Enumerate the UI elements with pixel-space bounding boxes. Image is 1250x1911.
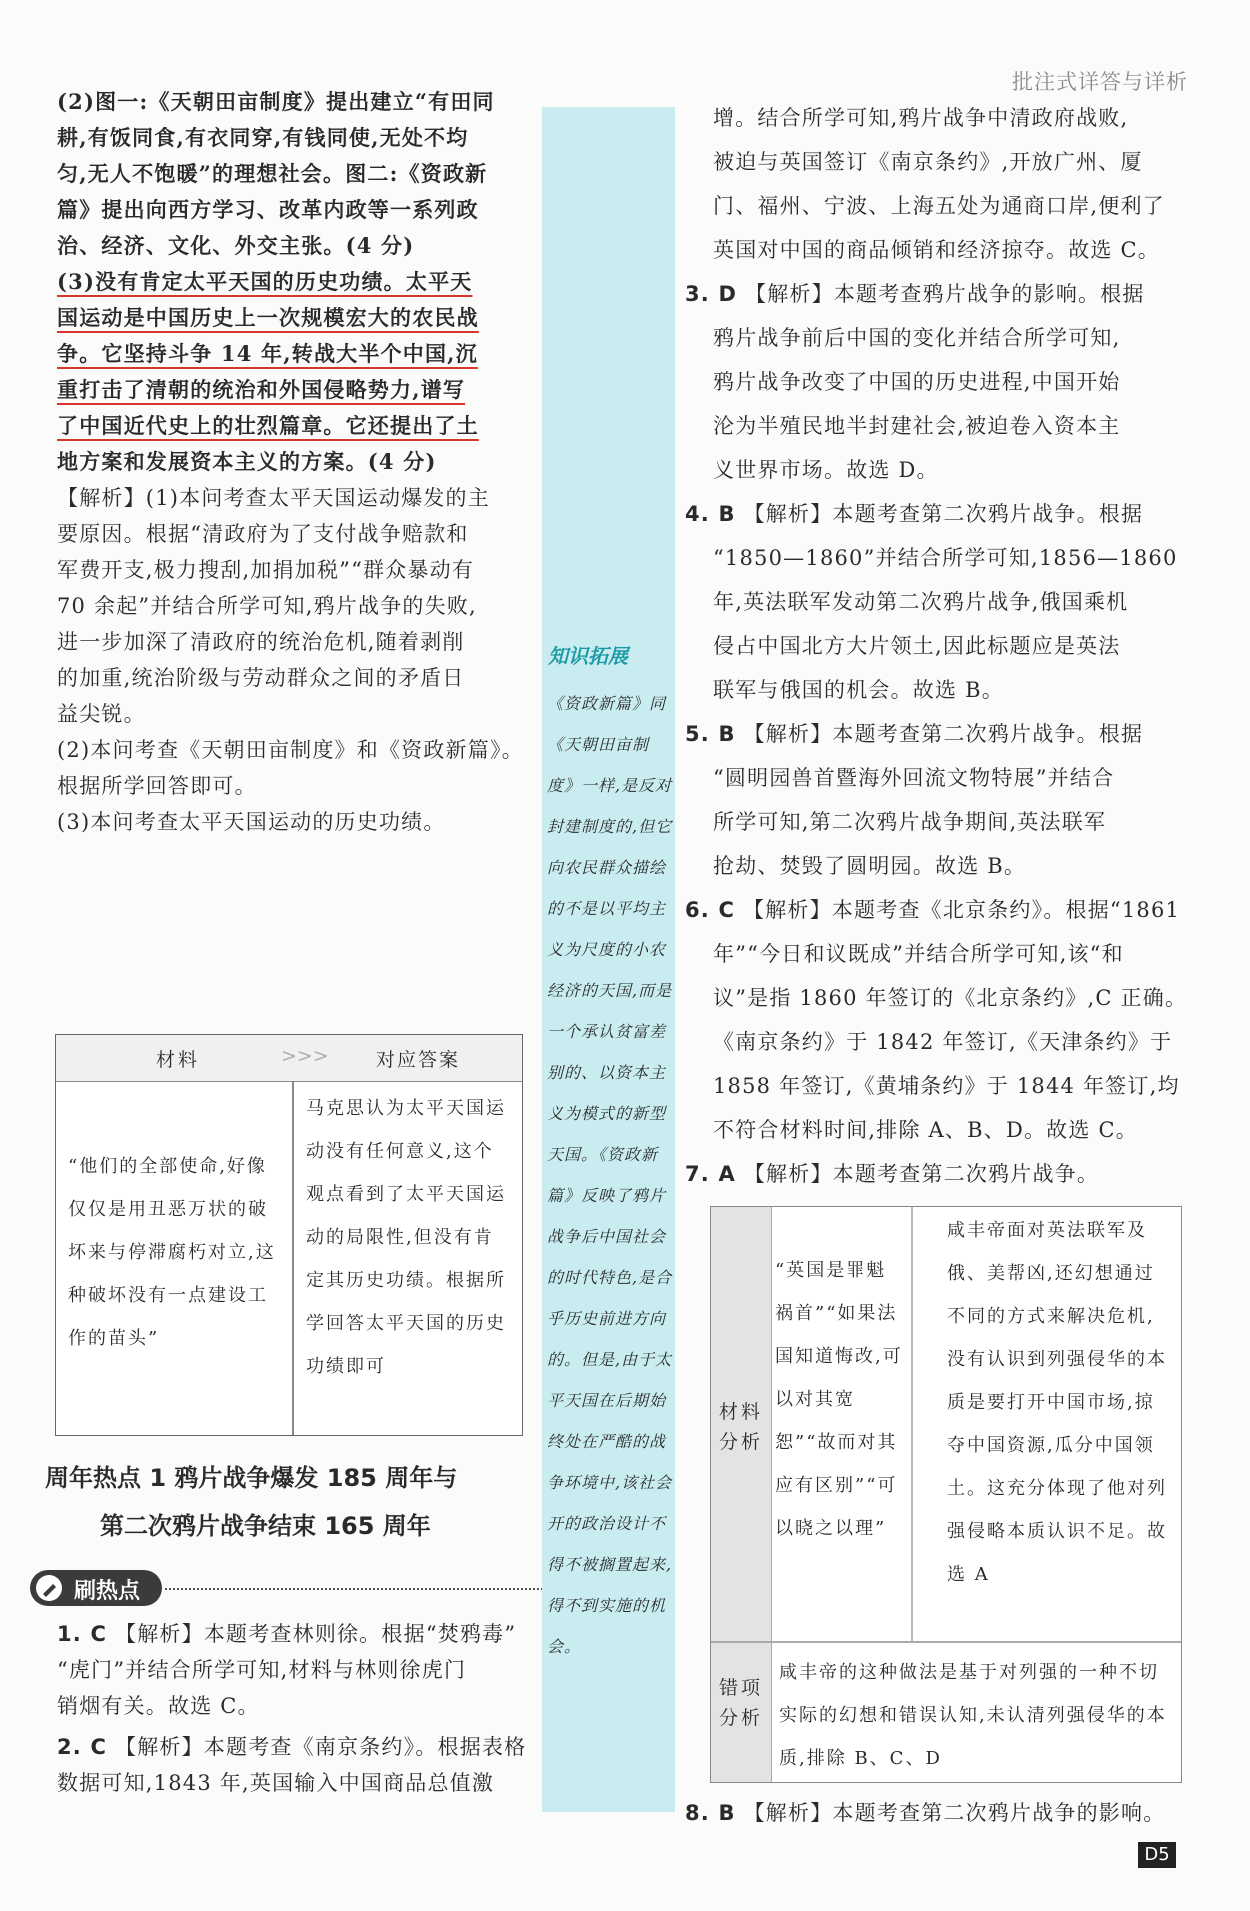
analysis-cell: 咸丰帝面对英法联军及俄、美帮凶,还幻想通过不同的方式来解决危机,没有认识到列强侵华的本质是要打开中国市场,掠夺中国资源,瓜分中国领土。这充分体现了他对列强侵略本质认识不足。故选 A <box>947 1220 1167 1585</box>
table-header <box>56 1035 522 1082</box>
answer-item <box>685 492 1165 536</box>
page-number: D5 <box>1138 1842 1176 1868</box>
answer-text: “虎门”并结合所学可知,材料与林则徐虎门 <box>57 1658 467 1682</box>
answer-text: 年”“今日和议既成”并结合所学可知,该“和 <box>713 942 1124 966</box>
question-number: 5. B <box>685 722 736 746</box>
answer-text: (2)图一:《天朝田亩制度》提出建立“有田同 <box>57 89 495 114</box>
answer-text: 重打击了清朝的统治和外国侵略势力,谱写 <box>57 377 466 402</box>
dotted-rule <box>165 1588 555 1590</box>
analysis-text: 益尖锐。 <box>57 702 146 726</box>
answer-text: 被迫与英国签订《南京条约》,开放广州、厦 <box>713 150 1143 174</box>
analysis-text: 的加重,统治阶级与劳动群众之间的矛盾日 <box>57 666 465 690</box>
answer-text: “圆明园兽首暨海外回流文物特展”并结合 <box>713 766 1115 790</box>
row-label-material: 材料分析 <box>719 1401 764 1453</box>
answer-text: 所学可知,第二次鸦片战争期间,英法联军 <box>713 810 1107 834</box>
analysis-text: 【解析】(1)本问考查太平天国运动爆发的主 <box>57 486 490 510</box>
question-number: 1. C <box>57 1622 108 1646</box>
analysis-text: (2)本问考查《天朝田亩制度》和《资政新篇》。 <box>57 738 524 762</box>
analysis-text: 根据所学回答即可。 <box>57 774 257 798</box>
answer-text: 侵占中国北方大片领土,因此标题应是英法 <box>713 634 1121 658</box>
answer-text: 增。结合所学可知,鸦片战争中清政府战败, <box>713 106 1129 130</box>
answer-text: 销烟有关。故选 C。 <box>57 1694 260 1718</box>
section-heading: 第二次鸦片战争结束 165 周年 <box>100 1512 431 1540</box>
answer-text: 数据可知,1843 年,英国输入中国商品总值激 <box>57 1771 495 1795</box>
answer-text: 英国对中国的商品倾销和经济掠夺。故选 C。 <box>713 238 1160 262</box>
answer-item <box>685 888 1181 932</box>
answer-text: 不符合材料时间,排除 A、B、D。故选 C。 <box>713 1118 1138 1142</box>
answer-text: 鸦片战争前后中国的变化并结合所学可知, <box>713 326 1121 350</box>
answer-text: 【解析】本题考查林则徐。根据“焚鸦毒” <box>115 1622 517 1646</box>
answer-text: 议”是指 1860 年签订的《北京条约》,C 正确。 <box>713 986 1188 1010</box>
answer-text: 国运动是中国历史上一次规模宏大的农民战 <box>57 305 479 330</box>
answer-text: 《南京条约》于 1842 年签订,《天津条约》于 <box>713 1030 1173 1054</box>
question-number: 2. C <box>57 1735 108 1759</box>
answer-text: 【解析】本题考查第二次鸦片战争。根据 <box>743 502 1144 526</box>
quote-cell: “英国是罪魁祸首”“如果法国知道悔改,可以对其宽恕”“故而对其应有区别”“可以晓之以理” <box>775 1260 903 1539</box>
answer-text: 门、福州、宁波、上海五处为通商口岸,便利了 <box>713 194 1165 218</box>
answer-text: “1850—1860”并结合所学可知,1856—1860 <box>713 546 1178 570</box>
table-header-material: 材料 <box>156 1049 201 1071</box>
analysis-text: 进一步加深了清政府的统治危机,随着剥削 <box>57 630 465 654</box>
answer-text: 1858 年签订,《黄埔条约》于 1844 年签订,均 <box>713 1074 1180 1098</box>
material-cell: “他们的全部使命,好像仅仅是用丑恶万状的破坏来与停滞腐朽对立,这种破坏没有一点建设工作的苗头” <box>68 1156 276 1349</box>
answer-text: 抢劫、焚毁了圆明园。故选 B。 <box>713 854 1027 878</box>
row-divider <box>711 1641 1181 1643</box>
arrow-icon: >>> <box>281 1045 329 1067</box>
pencil-icon <box>36 1575 62 1601</box>
answer-text: 沦为半殖民地半封建社会,被迫卷入资本主 <box>713 414 1121 438</box>
answer-text: 联军与俄国的机会。故选 B。 <box>713 678 1004 702</box>
answer-cell: 马克思认为太平天国运动没有任何意义,这个观点看到了太平天国运动的局限性,但没有肯定其历史功绩。根据所学回答太平天国的历史功绩即可 <box>306 1098 506 1377</box>
analysis-table <box>710 1206 1182 1783</box>
question-number: 8. B <box>685 1801 736 1825</box>
answer-text: 【解析】本题考查第二次鸦片战争。 <box>743 1162 1100 1186</box>
answer-text: 鸦片战争改变了中国的历史进程,中国开始 <box>713 370 1121 394</box>
analysis-text: 军费开支,极力搜刮,加捐加税”“群众暴动有 <box>57 558 475 582</box>
analysis-text: 70 余起”并结合所学可知,鸦片战争的失败, <box>57 594 477 618</box>
answer-text: 争。它坚持斗争 14 年,转战大半个中国,沉 <box>57 341 478 366</box>
column-divider <box>911 1207 913 1641</box>
analysis-text: (3)本问考查太平天国运动的历史功绩。 <box>57 810 446 834</box>
question-number: 3. D <box>685 282 738 306</box>
table-divider <box>292 1081 294 1435</box>
page-header: 批注式详答与详析 <box>1012 70 1188 94</box>
answer-text: 年,英法联军发动第二次鸦片战争,俄国乘机 <box>713 590 1129 614</box>
answer-item <box>685 1152 1165 1196</box>
answer-text: 【解析】本题考查鸦片战争的影响。根据 <box>745 282 1145 306</box>
answer-item <box>685 272 1165 316</box>
section-heading: 周年热点 1 鸦片战争爆发 185 周年与 <box>45 1464 458 1492</box>
question-number: 4. B <box>685 502 736 526</box>
answer-text: 【解析】本题考查第二次鸦片战争的影响。 <box>743 1801 1166 1825</box>
hot-topic-badge <box>30 1570 162 1606</box>
sidebar-title: 知识拓展 <box>548 644 628 668</box>
answer-text: 地方案和发展资本主义的方案。(4 分) <box>57 449 437 474</box>
material-answer-table <box>55 1034 523 1436</box>
badge-label: 刷热点 <box>74 1579 141 1604</box>
answer-item <box>685 712 1165 756</box>
answer-text: 匀,无人不饱暖”的理想社会。图二:《资政新 <box>57 161 488 186</box>
answer-text: 治、经济、文化、外交主张。(4 分) <box>57 233 415 258</box>
wrong-analysis-cell: 咸丰帝的这种做法是基于对列强的一种不切实际的幻想和错误认知,未认清列强侵华的本质,排除 B、C、D <box>779 1662 1167 1769</box>
analysis-text: 要原因。根据“清政府为了支付战争赔款和 <box>57 522 469 546</box>
question-number: 6. C <box>685 898 736 922</box>
question-number: 7. A <box>685 1162 736 1186</box>
answer-text: 【解析】本题考查《南京条约》。根据表格 <box>115 1735 527 1759</box>
table-header-answer: 对应答案 <box>376 1049 461 1071</box>
sidebar-text: 《资政新篇》同《天朝田亩制度》一样,是反对封建制度的,但它向农民群众描绘的不是以平均主义为尺度的小农经济的天国,而是一个承认贫富差别的、以资本主义为模式的新型天国。《资政新篇》反映了鸦片战争后中国社会的时代特色,是合乎历史前进方向的。但是,由于太平天国在后期始终处在严酷的战争环境中,该社会开的政治设计不得不被搁置起来,得不到实施的机会。 <box>547 694 673 1656</box>
answer-text: 【解析】本题考查第二次鸦片战争。根据 <box>743 722 1144 746</box>
answer-text: 了中国近代史上的壮烈篇章。它还提出了土 <box>57 413 479 438</box>
answer-text: (3)没有肯定太平天国的历史功绩。太平天 <box>57 269 473 294</box>
answer-item <box>685 1791 1165 1835</box>
answer-text: 耕,有饭同食,有衣同穿,有钱同使,无处不均 <box>57 125 469 150</box>
row-label-wrong: 错项分析 <box>719 1677 764 1729</box>
answer-text: 【解析】本题考查《北京条约》。根据“1861 <box>743 898 1181 922</box>
answer-text: 篇》提出向西方学习、改革内政等一系列政 <box>57 197 479 222</box>
answer-text: 义世界市场。故选 D。 <box>713 458 939 482</box>
